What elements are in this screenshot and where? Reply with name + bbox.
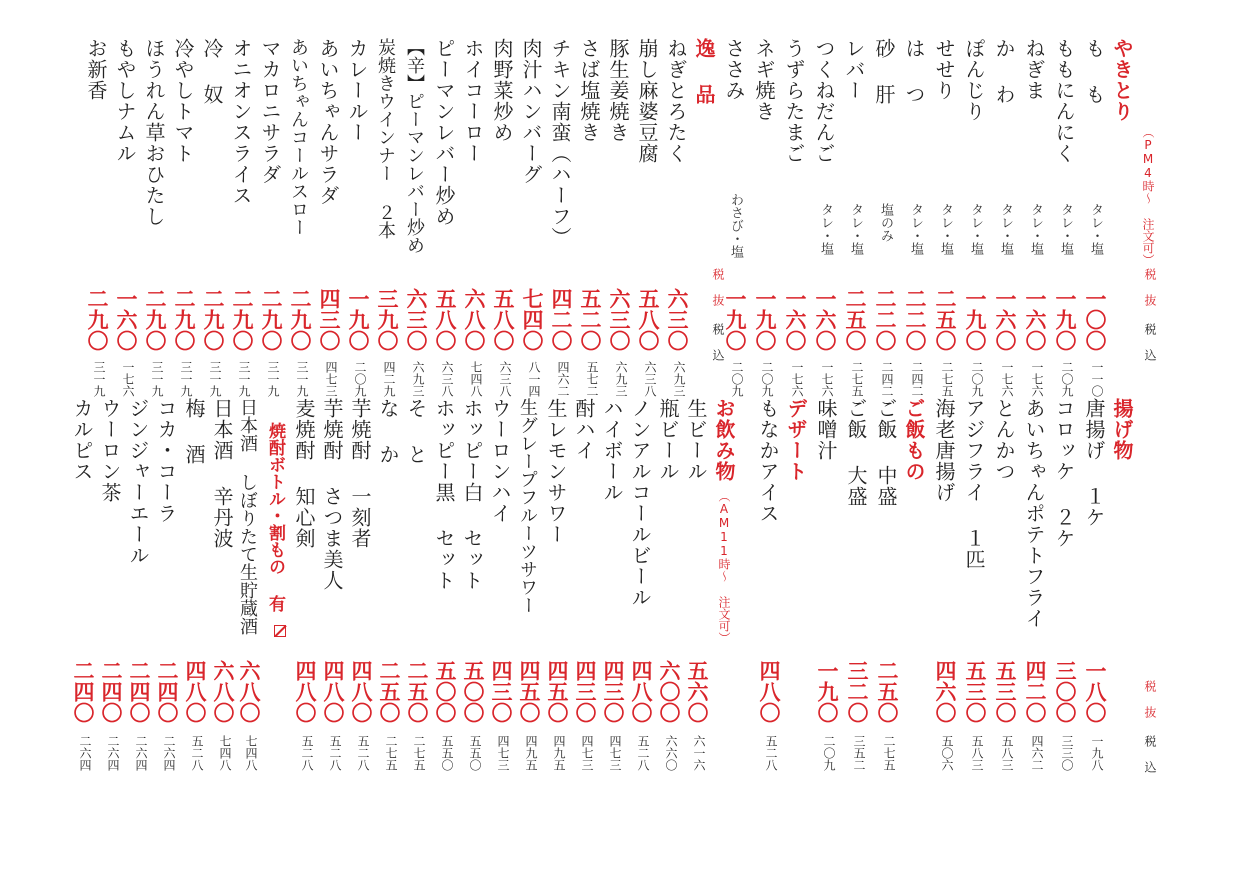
item-price-ex: 四三〇 xyxy=(317,288,341,351)
item-name: うずらたまご xyxy=(782,38,806,164)
item-price-inc: 五七二 xyxy=(585,361,599,397)
item-name: ももにんにく xyxy=(1052,38,1076,164)
item-price-inc: 五二八 xyxy=(356,735,370,771)
item-note: タレ・塩 xyxy=(1028,203,1043,255)
item-note: タレ・塩 xyxy=(998,203,1013,255)
item-price-ex: 二四〇 xyxy=(155,660,179,723)
item-price-ex: 二五〇 xyxy=(875,660,899,723)
item-price-ex: 一九〇 xyxy=(1053,288,1077,351)
item-name: ジンジャーエール xyxy=(126,398,150,566)
item-price-inc: 二〇九 xyxy=(822,735,836,771)
item-price-ex: 一六〇 xyxy=(114,288,138,351)
top-header-ex: 税 抜 xyxy=(1143,268,1157,306)
item-name: 肉野菜炒め xyxy=(490,38,514,143)
item-name: ねぎま xyxy=(1022,38,1046,101)
item-price-ex: 一九〇 xyxy=(753,288,777,351)
item-name: 麦焼酎 知心剣 xyxy=(292,398,316,549)
item-name: 酎ハイ xyxy=(572,398,596,461)
item-note: タレ・塩 xyxy=(908,203,923,255)
item-price-ex: 四八〇 xyxy=(321,660,345,723)
item-note: タレ・塩 xyxy=(1058,203,1073,255)
item-price-inc: 五二八 xyxy=(636,735,650,771)
bottom-header-ex: 税 抜 xyxy=(1143,680,1157,718)
item-note: タレ・塩 xyxy=(818,203,833,255)
item-price-inc: 二〇九 xyxy=(730,361,744,397)
item-name: ホイコーロー xyxy=(461,38,485,164)
item-price-ex: 三〇〇 xyxy=(1053,660,1077,723)
item-price-inc: 二六四 xyxy=(134,735,148,771)
item-name: 日本酒 しぼりたて生貯蔵酒 xyxy=(237,398,258,635)
item-price-inc: 二〇九 xyxy=(353,361,367,397)
item-price-inc: 六九三 xyxy=(411,361,425,397)
bottom-header-inc: 税 込 xyxy=(1143,735,1157,773)
item-name: 【辛】ピーマンレバー炒め xyxy=(404,38,425,254)
item-price-ex: 四八〇 xyxy=(293,660,317,723)
item-name: ウーロンハイ xyxy=(488,398,512,524)
item-price-inc: 六六〇 xyxy=(664,735,678,771)
item-name: 豚生姜焼き xyxy=(606,38,630,143)
item-name: ぽんじり xyxy=(962,38,986,122)
item-name: アジフライ １匹 xyxy=(962,398,986,570)
item-price-inc: 一七六 xyxy=(121,361,135,397)
item-price-inc: 四六二 xyxy=(556,361,570,397)
item-price-inc: 一一〇 xyxy=(1090,361,1104,397)
item-price-ex: 一六〇 xyxy=(783,288,807,351)
item-price-inc: 五八三 xyxy=(1000,735,1014,771)
item-note: わさび・塩 xyxy=(728,193,743,258)
item-name: カレールー xyxy=(345,38,369,143)
item-price-ex: 三二〇 xyxy=(845,660,869,723)
item-price-inc: 二六四 xyxy=(106,735,120,771)
category-label: 焼酎ボトル・割もの 有 xyxy=(265,422,285,612)
item-price-ex: 一九〇 xyxy=(723,288,747,351)
item-price-inc: 五二八 xyxy=(328,735,342,771)
item-note: タレ・塩 xyxy=(1088,203,1103,255)
top-header-inc: 税 込 xyxy=(1143,323,1157,361)
item-price-inc: 三一九 xyxy=(295,361,309,397)
item-name: ネギ焼き xyxy=(752,38,776,122)
item-name: 冷 奴 xyxy=(200,38,224,105)
item-price-ex: 四三〇 xyxy=(601,660,625,723)
item-price-inc: 二六四 xyxy=(162,735,176,771)
item-price-ex: 二九〇 xyxy=(288,288,312,351)
item-price-inc: 四七三 xyxy=(324,361,338,397)
category-note: （AM11時〜 注文可） xyxy=(717,490,731,644)
item-price-inc: 六三八 xyxy=(643,361,657,397)
item-price-ex: 二五〇 xyxy=(933,288,957,351)
item-price-ex: 四三〇 xyxy=(489,660,513,723)
item-name: とんかつ xyxy=(992,398,1016,482)
category-label: デザート xyxy=(784,398,808,482)
item-name: もなかアイス xyxy=(756,398,780,524)
item-name: チキン南蛮（ハーフ） xyxy=(548,38,572,248)
item-name: カルピス xyxy=(70,398,94,482)
item-price-ex: 四五〇 xyxy=(517,660,541,723)
item-price-inc: 一七六 xyxy=(1000,361,1014,397)
top-header-ex-ippin: 税 抜 xyxy=(711,268,725,306)
item-price-ex: 六八〇 xyxy=(211,660,235,723)
item-price-inc: 四九五 xyxy=(552,735,566,771)
item-price-ex: 二五〇 xyxy=(405,660,429,723)
item-price-inc: 四七三 xyxy=(496,735,510,771)
item-price-inc: 二四二 xyxy=(880,361,894,397)
item-name: あいちゃんポテトフライ xyxy=(1022,398,1046,629)
item-name: コロッケ ２ケ xyxy=(1052,398,1076,549)
item-price-inc: 七四八 xyxy=(469,361,483,397)
item-price-inc: 三五二 xyxy=(852,735,866,771)
item-price-ex: 五〇〇 xyxy=(461,660,485,723)
item-price-inc: 五二八 xyxy=(190,735,204,771)
item-price-inc: 二〇九 xyxy=(760,361,774,397)
item-price-inc: 三一九 xyxy=(208,361,222,397)
item-name: あいちゃんコールスロー xyxy=(288,38,309,236)
item-price-inc: 七四八 xyxy=(244,735,258,771)
item-price-inc: 二七五 xyxy=(882,735,896,771)
item-name: お新香 xyxy=(84,38,108,101)
item-price-inc: 八一四 xyxy=(527,361,541,397)
item-price-ex: 六八〇 xyxy=(462,288,486,351)
item-price-inc: 五二八 xyxy=(764,735,778,771)
item-name: は つ xyxy=(902,38,926,105)
item-price-ex: 一八〇 xyxy=(1083,660,1107,723)
item-price-ex: 二四〇 xyxy=(127,660,151,723)
item-price-inc: 二〇九 xyxy=(1060,361,1074,397)
item-name: レバー xyxy=(842,38,866,101)
item-price-ex: 六三〇 xyxy=(404,288,428,351)
item-price-inc: 二〇九 xyxy=(970,361,984,397)
item-price-ex: 五六〇 xyxy=(685,660,709,723)
item-price-inc: 六三八 xyxy=(498,361,512,397)
item-price-inc: 五二八 xyxy=(300,735,314,771)
item-price-inc: 四二九 xyxy=(382,361,396,397)
category-label: ご飯もの xyxy=(902,398,926,482)
item-name: ピーマンレバー炒め xyxy=(432,38,456,227)
item-price-inc: 四七三 xyxy=(580,735,594,771)
item-name: 味噌汁 xyxy=(814,398,838,461)
item-name: ウーロン茶 xyxy=(98,398,122,503)
item-price-inc: 一七六 xyxy=(820,361,834,397)
item-price-inc: 三一九 xyxy=(150,361,164,397)
item-price-ex: 四二〇 xyxy=(549,288,573,351)
item-name: 冷やしトマト xyxy=(171,38,195,164)
item-price-inc: 二六四 xyxy=(78,735,92,771)
item-name: ご飯 大盛 xyxy=(844,398,868,507)
item-price-ex: 五〇〇 xyxy=(433,660,457,723)
item-price-ex: 二五〇 xyxy=(843,288,867,351)
item-price-inc: 三一九 xyxy=(179,361,193,397)
item-price-inc: 五五〇 xyxy=(468,735,482,771)
item-name: 肉汁ハンバーグ xyxy=(519,38,543,185)
item-name: か わ xyxy=(992,38,1016,105)
item-price-inc: 三一九 xyxy=(92,361,106,397)
item-note: タレ・塩 xyxy=(968,203,983,255)
item-name: 生グレープフルーツサワー xyxy=(517,398,538,614)
item-name: ノンアルコールビール xyxy=(628,398,652,608)
item-price-ex: 一九〇 xyxy=(815,660,839,723)
item-price-ex: 六八〇 xyxy=(237,660,261,723)
item-price-ex: 二九〇 xyxy=(143,288,167,351)
item-price-ex: 五三〇 xyxy=(993,660,1017,723)
top-header-inc-ippin: 税 込 xyxy=(711,323,725,361)
item-price-inc: 二七五 xyxy=(384,735,398,771)
item-price-inc: 一七六 xyxy=(790,361,804,397)
item-price-ex: 二四〇 xyxy=(99,660,123,723)
item-price-inc: 四七三 xyxy=(608,735,622,771)
item-price-ex: 一九〇 xyxy=(346,288,370,351)
item-price-ex: 七四〇 xyxy=(520,288,544,351)
item-name: オニオンスライス xyxy=(229,38,253,206)
category-label: 逸 品 xyxy=(692,38,716,105)
item-price-ex: 二九〇 xyxy=(230,288,254,351)
item-name: 崩し麻婆豆腐 xyxy=(635,38,659,164)
item-price-inc: 二四二 xyxy=(910,361,924,397)
item-price-inc: 五〇六 xyxy=(940,735,954,771)
item-price-inc: 四九五 xyxy=(524,735,538,771)
item-price-ex: 六三〇 xyxy=(665,288,689,351)
category-label: 揚げ物 xyxy=(1110,398,1134,461)
item-price-ex: 四八〇 xyxy=(349,660,373,723)
item-name: 海老唐揚げ xyxy=(932,398,956,503)
item-name: も も xyxy=(1082,38,1106,105)
item-name: 生ビール xyxy=(684,398,708,482)
item-note: タレ・塩 xyxy=(848,203,863,255)
category-label: やきとり xyxy=(1110,38,1134,122)
item-price-ex: 五八〇 xyxy=(491,288,515,351)
item-name: せせり xyxy=(932,38,956,101)
item-price-inc: 二七五 xyxy=(940,361,954,397)
item-name: ホッピー白 セット xyxy=(460,398,484,591)
item-price-inc: 六九三 xyxy=(672,361,686,397)
item-name: 瓶ビール xyxy=(656,398,680,482)
item-price-ex: 一六〇 xyxy=(1023,288,1047,351)
item-price-inc: 三一九 xyxy=(266,361,280,397)
item-name: ご飯 中盛 xyxy=(874,398,898,507)
checkbox-icon xyxy=(274,622,286,641)
item-price-ex: 四八〇 xyxy=(757,660,781,723)
item-name: 日本酒 辛丹波 xyxy=(210,398,234,549)
item-price-inc: 四六二 xyxy=(1030,735,1044,771)
item-price-ex: 四二〇 xyxy=(1023,660,1047,723)
item-name: 芋焼酎 一刻者 xyxy=(348,398,372,549)
item-price-ex: 四八〇 xyxy=(183,660,207,723)
item-name: 唐揚げ １ケ xyxy=(1082,398,1106,528)
item-price-ex: 三九〇 xyxy=(375,288,399,351)
item-name: ほうれん草おひたし xyxy=(142,38,166,227)
item-price-inc: 七四八 xyxy=(218,735,232,771)
item-name: コカ・コーラ xyxy=(154,398,178,524)
item-price-inc: 三一九 xyxy=(237,361,251,397)
item-name: ハイボール xyxy=(600,398,624,503)
item-name: ねぎとろたく xyxy=(664,38,688,164)
item-name: さば塩焼き xyxy=(577,38,601,143)
item-note: タレ・塩 xyxy=(938,203,953,255)
item-price-inc: 一九八 xyxy=(1090,735,1104,771)
item-price-inc: 六一六 xyxy=(692,735,706,771)
item-name: ささみ xyxy=(722,38,746,101)
item-price-inc: 三三〇 xyxy=(1060,735,1074,771)
category-note: （PM4時〜 注文可） xyxy=(1141,126,1155,266)
item-price-inc: 二七五 xyxy=(412,735,426,771)
item-price-inc: 五八三 xyxy=(970,735,984,771)
item-price-ex: 二九〇 xyxy=(259,288,283,351)
item-name: 芋焼酎 さつま美人 xyxy=(320,398,344,591)
item-price-ex: 五八〇 xyxy=(636,288,660,351)
item-name: な か xyxy=(376,398,400,465)
item-name: つくねだんご xyxy=(812,38,836,164)
item-name: マカロニサラダ xyxy=(258,38,282,185)
item-price-ex: 四八〇 xyxy=(629,660,653,723)
item-name: そ と xyxy=(404,398,428,465)
item-price-ex: 六三〇 xyxy=(607,288,631,351)
item-price-ex: 一〇〇 xyxy=(1083,288,1107,351)
item-price-ex: 二五〇 xyxy=(377,660,401,723)
item-price-ex: 四六〇 xyxy=(933,660,957,723)
item-name: 生レモンサワー xyxy=(544,398,568,545)
item-name: ホッピー黒 セット xyxy=(432,398,456,591)
item-price-ex: 二四〇 xyxy=(71,660,95,723)
item-note: 塩のみ xyxy=(878,203,893,242)
item-price-ex: 一六〇 xyxy=(993,288,1017,351)
item-price-ex: 五二〇 xyxy=(578,288,602,351)
item-price-inc: 五五〇 xyxy=(440,735,454,771)
item-price-inc: 六三八 xyxy=(440,361,454,397)
item-price-ex: 五三〇 xyxy=(963,660,987,723)
category-label: お飲み物 xyxy=(712,398,736,482)
item-name: 梅 酒 xyxy=(182,398,206,465)
item-price-ex: 一九〇 xyxy=(963,288,987,351)
item-price-inc: 二七五 xyxy=(850,361,864,397)
item-price-ex: 二九〇 xyxy=(172,288,196,351)
item-price-ex: 四五〇 xyxy=(545,660,569,723)
item-name: あいちゃんサラダ xyxy=(316,38,340,206)
item-name: 炭焼きウインナー ２本 xyxy=(375,38,396,239)
item-price-ex: 五八〇 xyxy=(433,288,457,351)
item-name: もやしナムル xyxy=(113,38,137,164)
item-price-ex: 二九〇 xyxy=(201,288,225,351)
item-price-ex: 六〇〇 xyxy=(657,660,681,723)
item-price-inc: 六九三 xyxy=(614,361,628,397)
item-price-inc: 一七六 xyxy=(1030,361,1044,397)
item-price-ex: 一六〇 xyxy=(813,288,837,351)
item-name: 砂 肝 xyxy=(872,38,896,105)
item-price-ex: 二九〇 xyxy=(85,288,109,351)
item-price-ex: 二二〇 xyxy=(873,288,897,351)
item-price-ex: 二二〇 xyxy=(903,288,927,351)
item-price-ex: 四三〇 xyxy=(573,660,597,723)
